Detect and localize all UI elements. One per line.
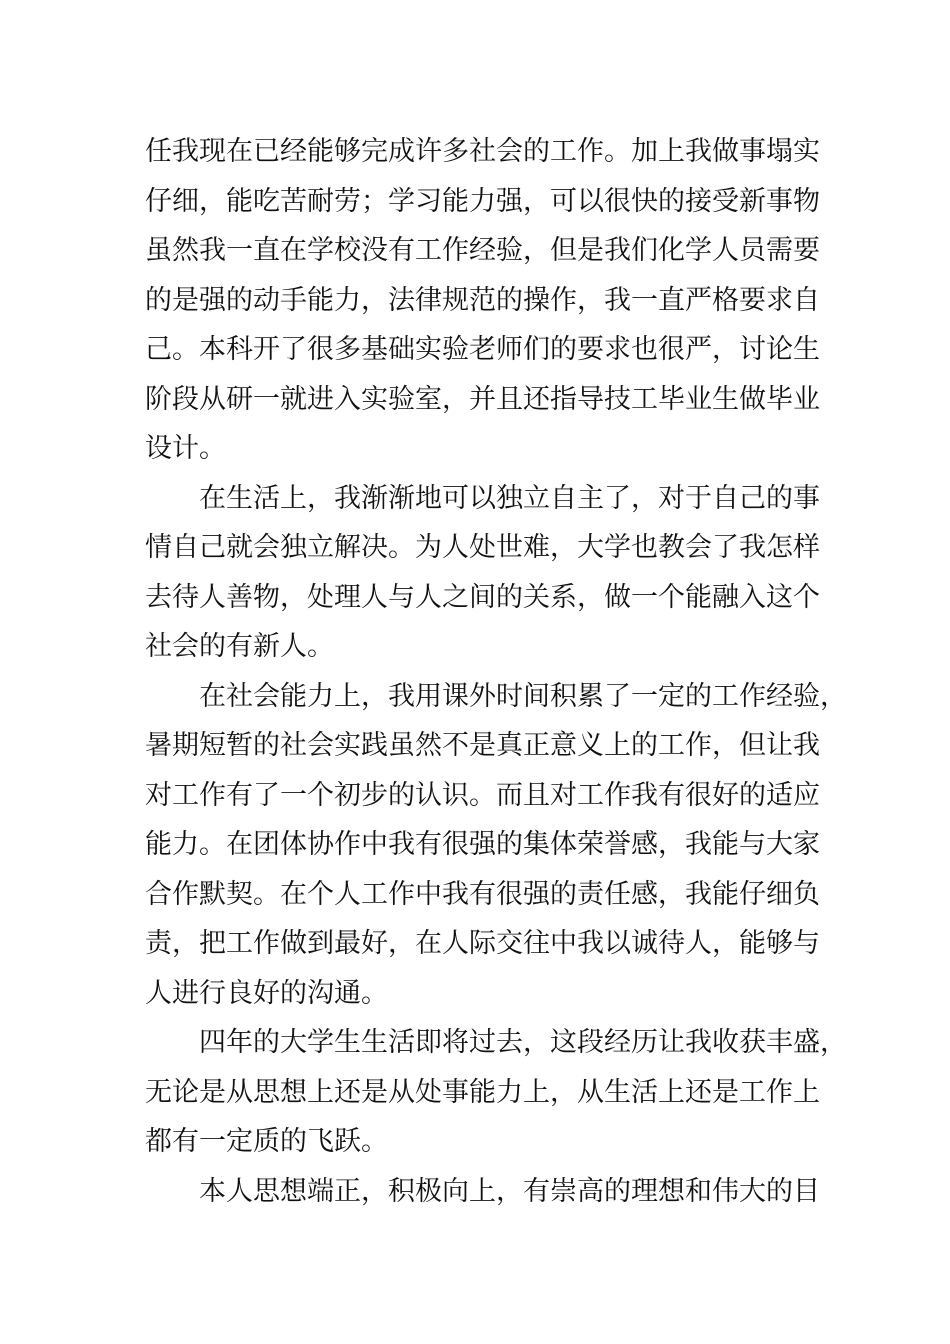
text-line: 无论是从思想上还是从处事能力上，从生活上还是工作上 <box>145 1076 820 1108</box>
text-line: 能力。在团体协作中我有很强的集体荣誉感，我能与大家 <box>145 829 820 860</box>
text-line: 任我现在已经能够完成许多社会的工作。加上我做事塌实 <box>145 136 820 167</box>
text-line: 去待人善物，处理人与人之间的关系，做一个能融入这个 <box>145 581 820 613</box>
text-line: 社会的有新人。 <box>145 631 334 662</box>
paragraph-first-line: 在社会能力上，我用课外时间积累了一定的工作经验， <box>199 680 847 712</box>
text-line: 情自己就会独立解决。为人处世难，大学也教会了我怎样 <box>145 532 820 563</box>
paragraph-first-line: 四年的大学生生活即将过去，这段经历让我收获丰盛， <box>199 1027 847 1058</box>
paragraph-first-line: 在生活上，我渐渐地可以独立自主了，对于自己的事 <box>199 482 820 514</box>
text-line: 的是强的动手能力，法律规范的操作，我一直严格要求自 <box>145 284 820 316</box>
text-line: 己。本科开了很多基础实验老师们的要求也很严，讨论生 <box>145 334 820 365</box>
text-line: 虽然我一直在学校没有工作经验，但是我们化学人员需要 <box>145 235 820 266</box>
text-line: 设计。 <box>145 433 226 464</box>
text-line: 人进行良好的沟通。 <box>145 977 388 1009</box>
text-line: 暑期短暂的社会实践虽然不是真正意义上的工作，但让我 <box>145 730 820 761</box>
paragraph-first-line: 本人思想端正，积极向上，有崇高的理想和伟大的目 <box>199 1175 820 1207</box>
text-line: 阶段从研一就进入实验室，并且还指导技工毕业生做毕业 <box>145 383 820 415</box>
text-line: 仔细，能吃苦耐劳；学习能力强，可以很快的接受新事物 <box>145 185 820 217</box>
text-line: 责，把工作做到最好，在人际交往中我以诚待人，能够与 <box>145 928 820 959</box>
document-body <box>145 127 847 1216</box>
text-line: 都有一定质的飞跃。 <box>145 1126 388 1157</box>
text-line: 合作默契。在个人工作中我有很强的责任感，我能仔细负 <box>145 878 820 910</box>
text-line: 对工作有了一个初步的认识。而且对工作我有很好的适应 <box>145 779 820 811</box>
